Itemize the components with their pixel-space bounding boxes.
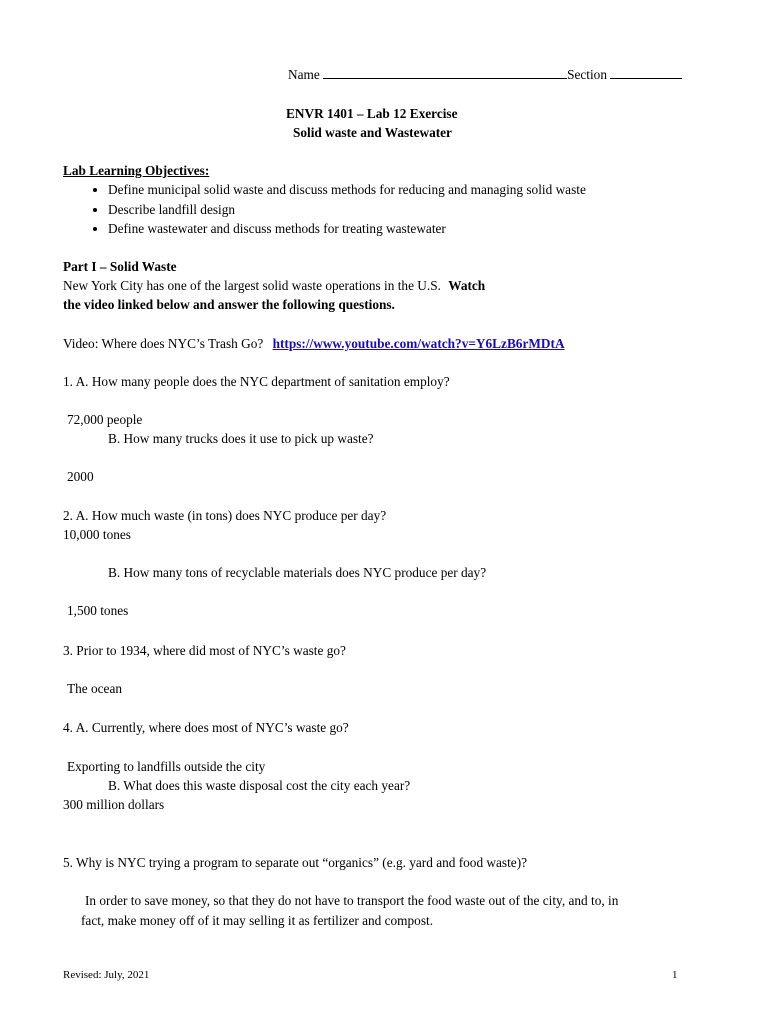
objective-item: • Define municipal solid waste and discuss methods for reducing and managing solid waste bbox=[108, 180, 586, 200]
question-1a: 1. A. How many people does the NYC department of sanitation employ? bbox=[63, 374, 450, 389]
doc-title: ENVR 1401 – Lab 12 Exercise bbox=[286, 106, 458, 121]
revised-date: Revised: July, 2021 bbox=[63, 969, 150, 981]
question-4a: 4. A. Currently, where does most of NYC’s waste go? bbox=[63, 720, 349, 735]
part1-intro-line2: the video linked below and answer the following questions. bbox=[63, 297, 395, 312]
part1-heading: Part I – Solid Waste bbox=[63, 259, 177, 274]
answer-2a: 10,000 tones bbox=[63, 527, 131, 542]
answer-1b: 2000 bbox=[67, 469, 94, 484]
answer-2b: 1,500 tones bbox=[67, 603, 129, 618]
objective-item: • Describe landfill design bbox=[108, 200, 586, 220]
section-field[interactable] bbox=[610, 66, 682, 79]
part1-intro-line1 bbox=[63, 276, 485, 295]
video-label: Video: Where does NYC’s Trash Go? bbox=[63, 336, 264, 351]
doc-subtitle: Solid waste and Wastewater bbox=[293, 125, 452, 140]
question-4b: B. What does this waste disposal cost the city each year? bbox=[108, 778, 411, 793]
question-2b: B. How many tons of recyclable materials does NYC produce per day? bbox=[108, 565, 487, 580]
answer-5-line2: fact, make money off of it may selling it as fertilizer and compost. bbox=[81, 913, 434, 928]
page-number: 1 bbox=[672, 969, 678, 981]
question-2a: 2. A. How much waste (in tons) does NYC produce per day? bbox=[63, 508, 387, 523]
objectives-list bbox=[86, 180, 586, 239]
objectives-heading: Lab Learning Objectives: bbox=[63, 163, 210, 178]
name-field[interactable] bbox=[323, 66, 567, 79]
video-line bbox=[63, 334, 565, 353]
objective-item: • Define wastewater and discuss methods for treating wastewater bbox=[108, 219, 586, 239]
answer-4a: Exporting to landfills outside the city bbox=[67, 759, 266, 774]
question-3: 3. Prior to 1934, where did most of NYC’s waste go? bbox=[63, 643, 346, 658]
answer-1a: 72,000 people bbox=[67, 412, 143, 427]
question-5: 5. Why is NYC trying a program to separate out “organics” (e.g. yard and food waste)? bbox=[63, 855, 528, 870]
answer-5-line1: In order to save money, so that they do not have to transport the food waste out of the city, and to, in bbox=[85, 893, 619, 908]
answer-3: The ocean bbox=[67, 681, 122, 696]
question-1b: B. How many trucks does it use to pick up waste? bbox=[108, 431, 374, 446]
part1-intro-text: New York City has one of the largest solid waste operations in the U.S. bbox=[63, 278, 441, 293]
name-label: Name bbox=[288, 67, 320, 82]
name-section-line bbox=[288, 65, 682, 84]
video-link[interactable]: https://www.youtube.com/watch?v=Y6LzB6rMDtA bbox=[272, 336, 565, 351]
section-label: Section bbox=[567, 67, 607, 82]
part1-intro-bold-watch: Watch bbox=[448, 278, 486, 293]
answer-4b: 300 million dollars bbox=[63, 797, 165, 812]
